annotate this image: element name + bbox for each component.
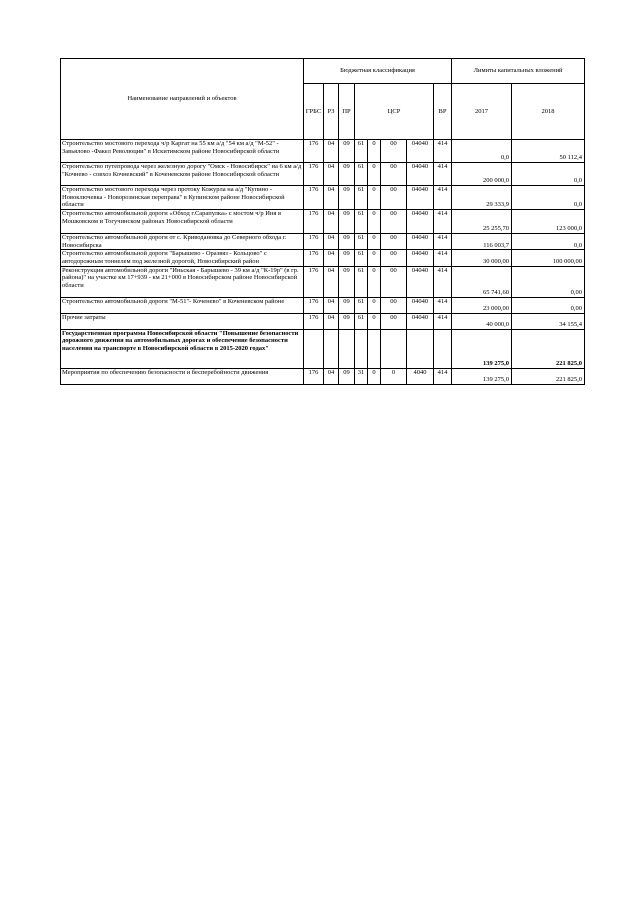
cell-csr-4: 4040 xyxy=(407,368,434,384)
cell-value-2017: 0,0 xyxy=(452,140,512,163)
cell-csr-2 xyxy=(368,329,381,368)
cell-rz: 04 xyxy=(324,209,339,233)
cell-grbs: 176 xyxy=(304,186,324,210)
cell-csr-2: 0 xyxy=(368,163,381,186)
cell-grbs: 176 xyxy=(304,266,324,297)
cell-csr-4: 04040 xyxy=(407,250,434,266)
cell-value-2017: 200 000,0 xyxy=(452,163,512,186)
row-name: Строительство автомобильной дороги "Барышево - Оразвяз - Кольцово" с автодорожным тоннелем под железной дорогой, Новосибирский район xyxy=(61,250,304,266)
header-vr: ВР xyxy=(434,84,452,140)
cell-csr-1: 61 xyxy=(355,297,368,313)
header-csr: ЦСР xyxy=(355,84,434,140)
cell-grbs xyxy=(304,329,324,368)
row-name: Реконструкция автомобильной дороги "Иньская - Барышево - 39 км а/д "К-19р" (в гр. района)" на участке км 17+939 - км 21+000 в Новосибирском районе Новосибирской области xyxy=(61,266,304,297)
cell-rz xyxy=(324,329,339,368)
cell-rz: 04 xyxy=(324,297,339,313)
cell-value-2017: 23 000,00 xyxy=(452,297,512,313)
cell-rz: 04 xyxy=(324,313,339,329)
cell-vr: 414 xyxy=(434,209,452,233)
cell-csr-1 xyxy=(355,329,368,368)
cell-csr-4 xyxy=(407,329,434,368)
cell-value-2017: 25 255,70 xyxy=(452,209,512,233)
cell-pr: 09 xyxy=(339,163,355,186)
cell-csr-1: 61 xyxy=(355,186,368,210)
cell-csr-2: 0 xyxy=(368,250,381,266)
row-name: Строительство мостового перехода через протоку Кожурла на а/д "Купино - Новоключевка - Новорозинская переправа" в Купинском районе Новосибирской области xyxy=(61,186,304,210)
cell-csr-4: 04040 xyxy=(407,297,434,313)
header-rz: РЗ xyxy=(324,84,339,140)
cell-csr-4: 04040 xyxy=(407,313,434,329)
cell-csr-1: 61 xyxy=(355,266,368,297)
cell-csr-3: 00 xyxy=(381,163,407,186)
cell-vr: 414 xyxy=(434,250,452,266)
cell-pr: 09 xyxy=(339,233,355,249)
cell-csr-3 xyxy=(381,329,407,368)
cell-pr: 09 xyxy=(339,140,355,163)
cell-value-2018: 0,0 xyxy=(512,233,585,249)
cell-csr-2: 0 xyxy=(368,313,381,329)
cell-csr-4: 04040 xyxy=(407,233,434,249)
cell-value-2017: 65 741,60 xyxy=(452,266,512,297)
cell-csr-1: 61 xyxy=(355,163,368,186)
row-name: Мероприятия по обеспечению безопасности и бесперебойности движения xyxy=(61,368,304,384)
cell-csr-1: 61 xyxy=(355,233,368,249)
cell-pr: 09 xyxy=(339,186,355,210)
cell-value-2018: 0,0 xyxy=(512,186,585,210)
cell-rz: 04 xyxy=(324,266,339,297)
cell-vr: 414 xyxy=(434,313,452,329)
cell-vr: 414 xyxy=(434,186,452,210)
cell-value-2018: 50 112,4 xyxy=(512,140,585,163)
header-2017: 2017 xyxy=(452,84,512,140)
cell-value-2018: 221 825,0 xyxy=(512,329,585,368)
budget-table xyxy=(60,58,585,385)
cell-value-2018: 0,00 xyxy=(512,266,585,297)
cell-grbs: 176 xyxy=(304,313,324,329)
cell-rz: 04 xyxy=(324,368,339,384)
cell-csr-4: 04040 xyxy=(407,163,434,186)
cell-rz: 04 xyxy=(324,186,339,210)
table-row xyxy=(61,297,585,313)
header-grbs: ГРБС xyxy=(304,84,324,140)
cell-csr-3: 00 xyxy=(381,250,407,266)
row-name: Государственная программа Новосибирской области "Повышение безопасности дорожного движения на автомобильных дорогах и обеспечение безопасности населения на транспорте в Новосибирской области в 2015-2020 годах" xyxy=(61,329,304,368)
cell-grbs: 176 xyxy=(304,297,324,313)
cell-value-2017: 116 003,7 xyxy=(452,233,512,249)
cell-csr-3: 00 xyxy=(381,313,407,329)
cell-csr-3: 0 xyxy=(381,368,407,384)
cell-grbs: 176 xyxy=(304,140,324,163)
cell-csr-3: 00 xyxy=(381,233,407,249)
header-pr: ПР xyxy=(339,84,355,140)
cell-csr-4: 04040 xyxy=(407,209,434,233)
cell-vr xyxy=(434,329,452,368)
table-row xyxy=(61,266,585,297)
cell-vr: 414 xyxy=(434,163,452,186)
row-name: Строительство автомобильной дороги "М-51"- Коченево" в Коченевском районе xyxy=(61,297,304,313)
cell-pr: 09 xyxy=(339,368,355,384)
cell-rz: 04 xyxy=(324,250,339,266)
cell-grbs: 176 xyxy=(304,209,324,233)
cell-rz: 04 xyxy=(324,140,339,163)
cell-csr-3: 00 xyxy=(381,140,407,163)
header-budget-class: Бюджетная классификация xyxy=(304,59,452,84)
cell-value-2017: 30 000,00 xyxy=(452,250,512,266)
cell-csr-3: 00 xyxy=(381,297,407,313)
cell-csr-2: 0 xyxy=(368,140,381,163)
cell-pr: 09 xyxy=(339,297,355,313)
cell-csr-1: 31 xyxy=(355,368,368,384)
row-name: Строительство автомобильной дороги «Обход г.Сарапулка» с мостом ч/р Иня в Мошковском и Тогучинском районах Новосибирской области xyxy=(61,209,304,233)
table-row xyxy=(61,163,585,186)
cell-csr-4: 04040 xyxy=(407,186,434,210)
table-row xyxy=(61,368,585,384)
table-row xyxy=(61,186,585,210)
cell-value-2018: 0,0 xyxy=(512,163,585,186)
header-name: Наименование направлений и объектов xyxy=(61,59,304,140)
table-row xyxy=(61,233,585,249)
cell-pr xyxy=(339,329,355,368)
cell-csr-1: 61 xyxy=(355,140,368,163)
cell-csr-1: 61 xyxy=(355,250,368,266)
cell-csr-2: 0 xyxy=(368,186,381,210)
cell-csr-2: 0 xyxy=(368,209,381,233)
cell-csr-2: 0 xyxy=(368,233,381,249)
cell-csr-3: 00 xyxy=(381,186,407,210)
cell-value-2018: 34 155,4 xyxy=(512,313,585,329)
table-row xyxy=(61,329,585,368)
cell-pr: 09 xyxy=(339,313,355,329)
cell-csr-4: 04040 xyxy=(407,266,434,297)
cell-pr: 09 xyxy=(339,209,355,233)
row-name: Строительство мостового перехода ч/р Каргат на 55 км а/д "54 км а/д "М-52" - Завьялово -Факел Революции" в Искитимском районе Новосибирской области xyxy=(61,140,304,163)
cell-grbs: 176 xyxy=(304,368,324,384)
cell-vr: 414 xyxy=(434,297,452,313)
cell-rz: 04 xyxy=(324,233,339,249)
cell-value-2017: 40 000,0 xyxy=(452,313,512,329)
cell-grbs: 176 xyxy=(304,233,324,249)
cell-value-2018: 100 000,00 xyxy=(512,250,585,266)
cell-vr: 414 xyxy=(434,233,452,249)
cell-grbs: 176 xyxy=(304,163,324,186)
header-limits: Лимиты капитальных вложений xyxy=(452,59,585,84)
cell-value-2018: 0,00 xyxy=(512,297,585,313)
cell-csr-1: 61 xyxy=(355,313,368,329)
cell-vr: 414 xyxy=(434,368,452,384)
cell-vr: 414 xyxy=(434,140,452,163)
cell-value-2017: 139 275,0 xyxy=(452,368,512,384)
cell-csr-3: 00 xyxy=(381,266,407,297)
cell-csr-1: 61 xyxy=(355,209,368,233)
cell-csr-4: 04040 xyxy=(407,140,434,163)
table-row xyxy=(61,140,585,163)
cell-grbs: 176 xyxy=(304,250,324,266)
cell-pr: 09 xyxy=(339,250,355,266)
table-row xyxy=(61,313,585,329)
table-row xyxy=(61,209,585,233)
cell-pr: 09 xyxy=(339,266,355,297)
row-name: Строительство автомобильной дороги от с. Криводановка до Северного обхода г. Новосибирска xyxy=(61,233,304,249)
header-2018: 2018 xyxy=(512,84,585,140)
cell-value-2018: 221 825,0 xyxy=(512,368,585,384)
cell-csr-2: 0 xyxy=(368,368,381,384)
cell-rz: 04 xyxy=(324,163,339,186)
row-name: Строительство путепровода через железную дорогу "Омск - Новосибирск" на 6 км а/д "Кочнево - совхоз Кочневский" в Коченевском районе Новосибирской области xyxy=(61,163,304,186)
cell-csr-2: 0 xyxy=(368,297,381,313)
cell-csr-3: 00 xyxy=(381,209,407,233)
cell-value-2017: 29 333,9 xyxy=(452,186,512,210)
cell-value-2017: 139 275,0 xyxy=(452,329,512,368)
cell-vr: 414 xyxy=(434,266,452,297)
table-row xyxy=(61,250,585,266)
cell-csr-2: 0 xyxy=(368,266,381,297)
row-name: Прочие затраты xyxy=(61,313,304,329)
cell-value-2018: 123 000,0 xyxy=(512,209,585,233)
